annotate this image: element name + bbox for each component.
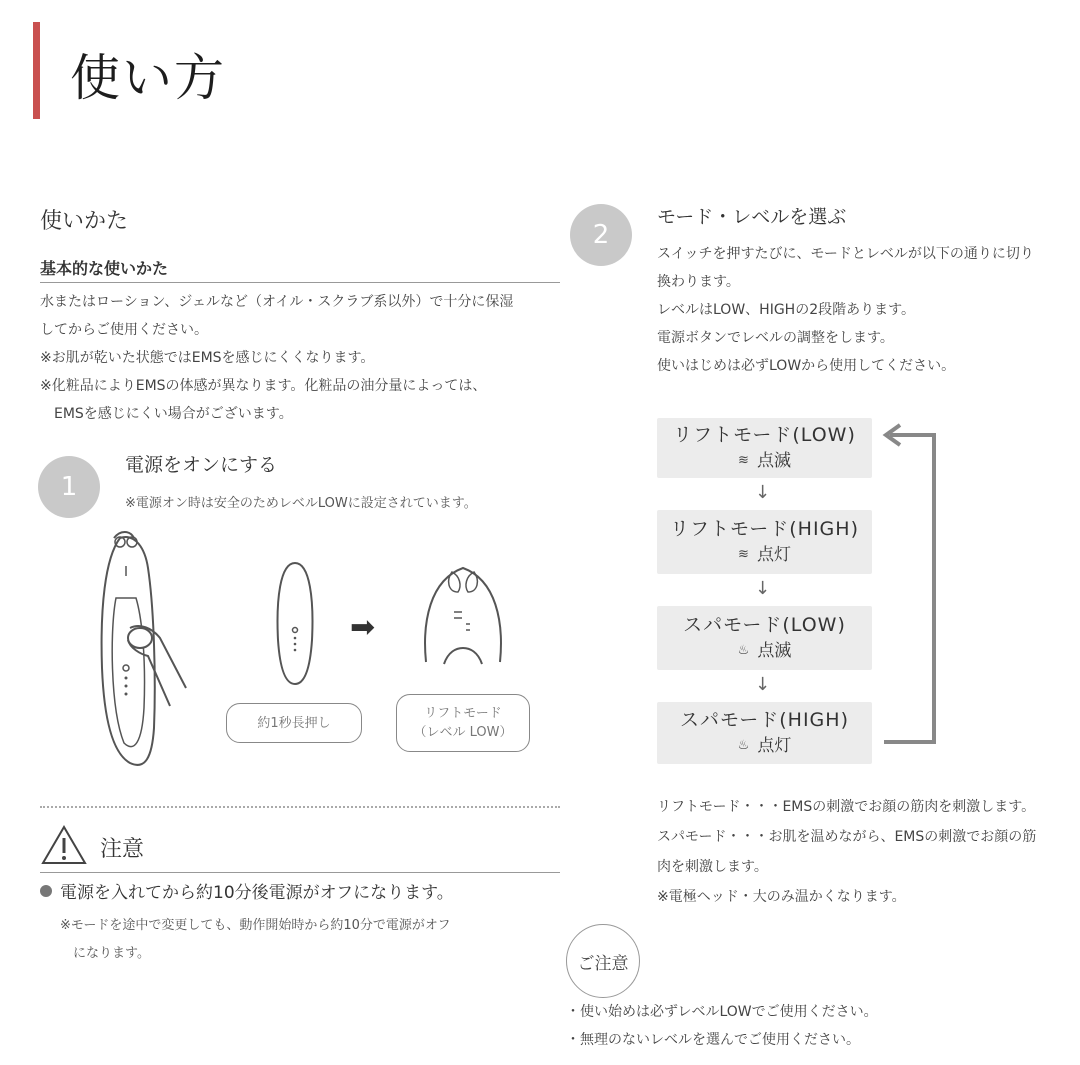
mode-desc-line: スパモード・・・お肌を温めながら、EMSの刺激でお顔の筋 — [657, 829, 1037, 845]
page-title: 使い方 — [70, 49, 226, 107]
spa-steam-icon: ♨ — [737, 643, 750, 658]
intro-line: ※化粧品によりEMSの体感が異なります。化粧品の油分量によっては、 — [40, 378, 487, 394]
mode-box-lift-low — [657, 418, 872, 478]
subsection-title: 基本的な使いかた — [40, 259, 169, 278]
step-2-line: スイッチを押すたびに、モードとレベルが以下の通りに切り — [657, 246, 1034, 262]
mode-state-row — [738, 448, 791, 474]
notice-badge: ご注意 — [566, 924, 640, 998]
device-head-illustration — [418, 562, 508, 670]
mode-desc-line: リフトモード・・・EMSの刺激でお顔の筋肉を刺激します。 — [657, 799, 1036, 815]
mode-box-spa-high — [657, 702, 872, 764]
lift-mode-text: リフトモード — [424, 706, 502, 721]
step-2-circle: 2 — [570, 204, 632, 266]
mode-state: 点滅 — [756, 451, 791, 471]
mode-desc-line: 肉を刺激します。 — [657, 859, 768, 875]
caution-note — [60, 912, 451, 968]
mode-desc-line: ※電極ヘッド・大のみ温かくなります。 — [657, 889, 906, 905]
device-front-illustration — [272, 560, 318, 688]
lift-wave-icon: ≋ — [738, 547, 749, 562]
mode-name: リフトモード(HIGH) — [670, 518, 859, 540]
caution-title: 注意 — [100, 837, 145, 862]
step-2-line: 換わります。 — [657, 274, 740, 290]
mode-state-row — [738, 733, 792, 759]
mode-name: リフトモード(LOW) — [673, 424, 856, 446]
mode-state-row — [738, 638, 792, 664]
notice-line: ・使い始めは必ずレベルLOWでご使用ください。 — [566, 1004, 878, 1020]
step-2-title: モード・レベルを選ぶ — [657, 206, 847, 228]
mode-name: スパモード(HIGH) — [680, 709, 849, 731]
mode-description — [657, 792, 1036, 912]
step-2-line: レベルはLOW、HIGHの2段階あります。 — [657, 302, 915, 318]
bullet-icon — [40, 885, 52, 897]
arrow-right-icon: ➡ — [350, 610, 376, 645]
dotted-divider — [40, 806, 560, 808]
intro-line: ※お肌が乾いた状態ではEMSを感じにくくなります。 — [40, 350, 375, 366]
section-title: 使いかた — [40, 209, 129, 234]
lift-wave-icon: ≋ — [738, 453, 749, 468]
title-accent-bar — [33, 22, 40, 119]
caution-note-line: ※モードを途中で変更しても、動作開始時から約10分で電源がオフ — [60, 918, 451, 933]
mode-state: 点滅 — [757, 641, 792, 661]
mode-name: スパモード(LOW) — [683, 614, 846, 636]
notice-text — [566, 998, 878, 1054]
intro-line: EMSを感じにくい場合がございます。 — [40, 406, 293, 422]
mode-box-lift-high — [657, 510, 872, 574]
lift-level-text: （レベル LOW） — [413, 725, 513, 740]
step-2-line: 使いはじめは必ずLOWから使用してください。 — [657, 358, 956, 374]
step-1-note: ※電源オン時は安全のためレベルLOWに設定されています。 — [125, 496, 477, 511]
intro-text — [40, 288, 513, 428]
long-press-text: 約1秒長押し — [257, 715, 331, 731]
step-1-circle: 1 — [38, 456, 100, 518]
long-press-label — [226, 703, 362, 743]
warning-triangle-icon — [40, 824, 88, 866]
mode-state: 点灯 — [757, 736, 792, 756]
down-arrow-icon: ↓ — [755, 578, 771, 599]
lift-mode-low-label — [396, 694, 530, 752]
hand-pressing-device-illustration — [90, 528, 200, 778]
intro-line: 水またはローション、ジェルなど（オイル・スクラブ系以外）で十分に保湿 — [40, 294, 514, 310]
loop-back-arrow-icon — [880, 422, 940, 752]
down-arrow-icon: ↓ — [755, 674, 771, 695]
notice-line: ・無理のないレベルを選んでご使用ください。 — [566, 1032, 860, 1048]
subsection-divider — [40, 282, 560, 283]
mode-box-spa-low — [657, 606, 872, 670]
mode-state-row — [738, 542, 791, 568]
mode-state: 点灯 — [756, 545, 791, 565]
caution-note-line: になります。 — [60, 946, 150, 961]
down-arrow-icon: ↓ — [755, 482, 771, 503]
step-1-title: 電源をオンにする — [125, 454, 278, 476]
spa-steam-icon: ♨ — [737, 738, 750, 753]
intro-line: してからご使用ください。 — [40, 322, 208, 338]
caution-divider — [40, 872, 560, 873]
step-2-line: 電源ボタンでレベルの調整をします。 — [657, 330, 894, 346]
step-2-text — [657, 240, 1034, 380]
caution-bullet: 電源を入れてから約10分後電源がオフになります。 — [60, 883, 454, 903]
